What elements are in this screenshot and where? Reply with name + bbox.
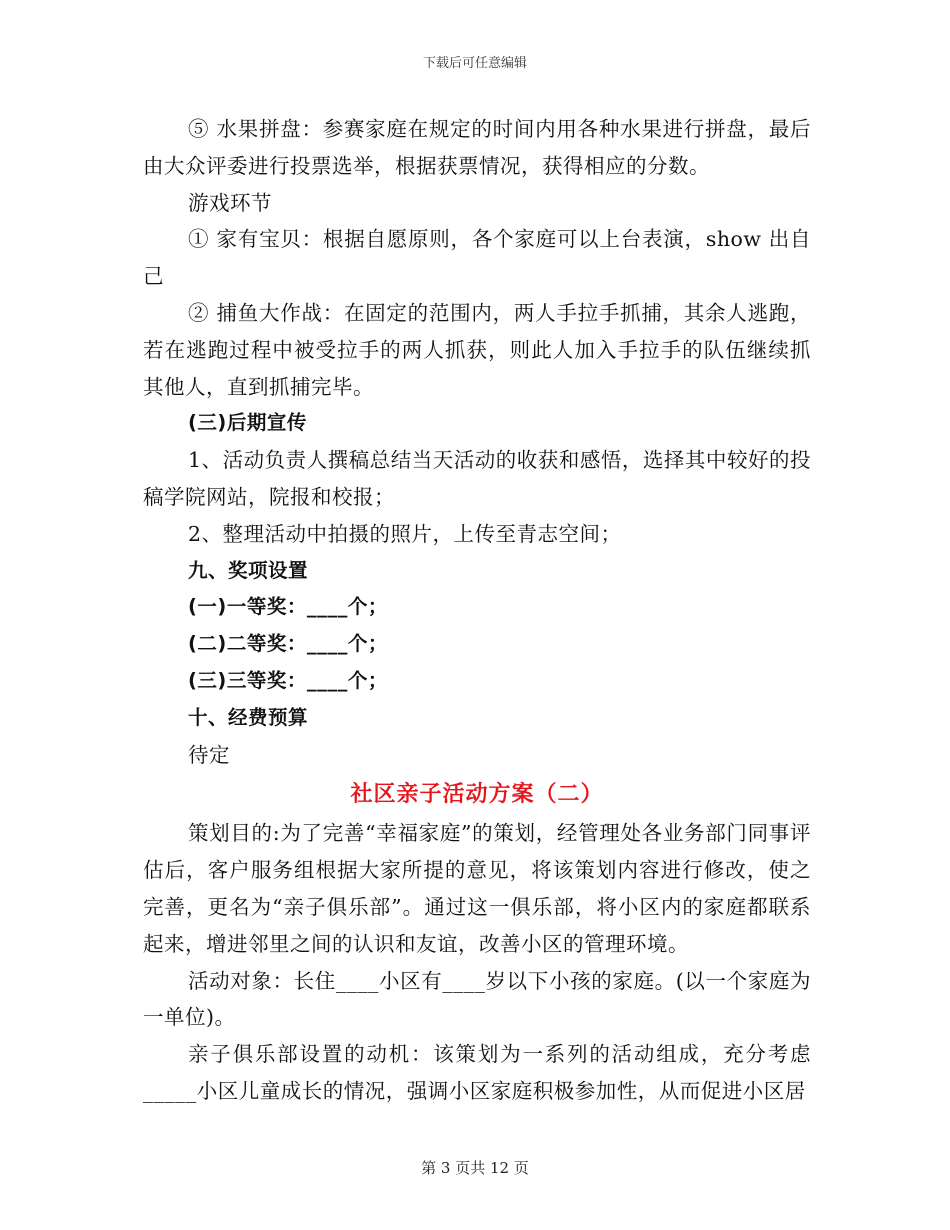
- paragraph-budget-tbd: 待定: [188, 742, 230, 767]
- heading-budget: 十、经费预算: [188, 705, 309, 729]
- paragraph-game-section: 游戏环节: [188, 190, 272, 215]
- page-header: 下载后可任意编辑: [422, 56, 527, 71]
- paragraph-purpose: 策划目的:为了完善“幸福家庭”的策划，经管理处各业务部门同事评估后，客户服务组根据大家所提的意见，将该策划内容进行修改，使之完善，更名为“亲子俱乐部”。通过这一俱乐部，将小区内的家庭都联系起来，增进邻里之间的认识和友谊，改善小区的管理环境。: [143, 821, 811, 956]
- page-footer: 第 3 页共 12 页: [421, 1159, 529, 1177]
- paragraph-fruit-platter: ⑤ 水果拼盘：参赛家庭在规定的时间内用各种水果进行拼盘，最后由大众评委进行投票选举，根据获票情况，获得相应的分数。: [143, 117, 811, 178]
- award-third-prize: (三)三等奖：____个；: [188, 668, 388, 692]
- paragraph-motivation: 亲子俱乐部设置的动机：该策划为一系列的活动组成，充分考虑_____小区儿童成长的情况，强调小区家庭积极参加性，从而促进小区居: [143, 1042, 811, 1103]
- heading-awards: 九、奖项设置: [188, 558, 309, 582]
- paragraph-publicity-2: 2、整理活动中拍摄的照片，上传至青志空间；: [188, 521, 622, 546]
- document-body: [143, 111, 811, 1110]
- paragraph-fishing-game: ② 捕鱼大作战：在固定的范围内，两人手拉手抓捕，其余人逃跑，若在逃跑过程中被受拉手的两人抓获，则此人加入手拉手的队伍继续抓其他人，直到抓捕完毕。: [143, 300, 811, 399]
- paragraph-target: 活动对象：长住____小区有____岁以下小孩的家庭。(以一个家庭为一单位)。: [143, 968, 811, 1030]
- section-title: 社区亲子活动方案（二）: [350, 782, 604, 808]
- paragraph-family-treasure: ① 家有宝贝：根据自愿原则，各个家庭可以上台表演，show 出自己: [143, 227, 811, 289]
- paragraph-publicity-1: 1、活动负责人撰稿总结当天活动的收获和感悟，选择其中较好的投稿学院网站，院报和校报；: [143, 448, 811, 509]
- award-first-prize: (一)一等奖：____个；: [188, 595, 388, 619]
- heading-later-publicity: (三)后期宣传: [188, 411, 307, 435]
- award-second-prize: (二)二等奖：____个；: [188, 632, 388, 656]
